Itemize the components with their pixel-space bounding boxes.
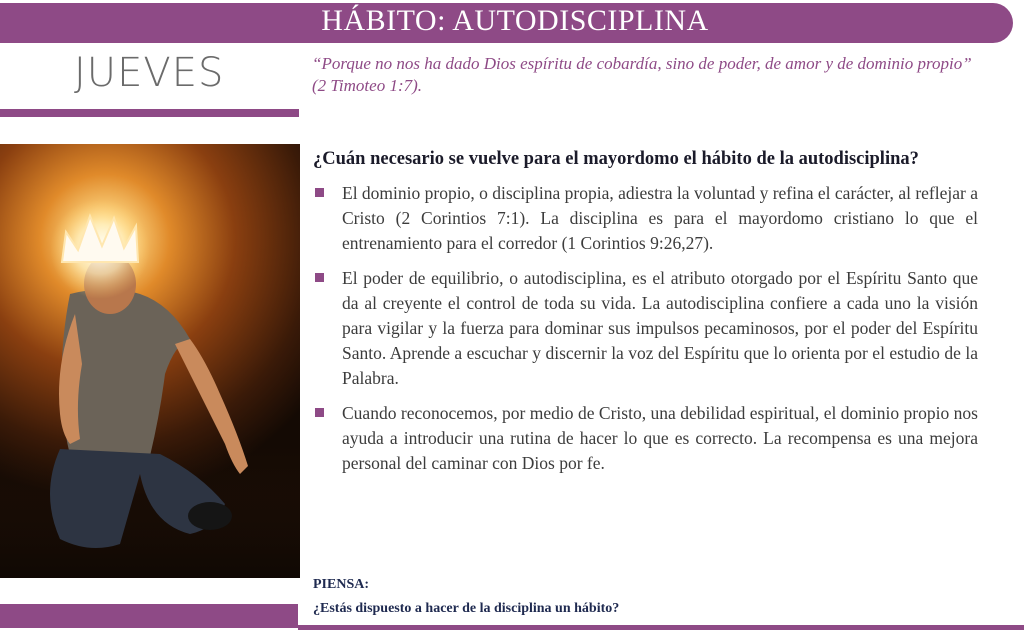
bullet-text: Cuando reconocemos, por medio de Cristo, una debilidad espiritual, el dominio propio nos ayuda a introducir una rutina de hacer lo que es correcto. La recompensa es una mejora personal del caminar con Dios por fe. <box>342 403 978 473</box>
bullet-list <box>313 181 978 486</box>
bottom-accent-line <box>298 625 1024 630</box>
square-bullet-icon <box>315 408 324 417</box>
bullet-text: El dominio propio, o disciplina propia, adiestra la voluntad y refina el carácter, al reflejar a Cristo (2 Corintios 7:1). La disciplina es para el mayordomo cristiano lo que el entrenamiento para el corredor (1 Corintios 9:26,27). <box>342 183 978 253</box>
square-bullet-icon <box>315 188 324 197</box>
day-underline-bar <box>0 109 299 117</box>
piensa-question: ¿Estás dispuesto a hacer de la disciplina un hábito? <box>313 601 620 616</box>
day-label: JUEVES <box>74 50 225 96</box>
square-bullet-icon <box>315 273 324 282</box>
page-title: HÁBITO: AUTODISCIPLINA <box>321 4 709 37</box>
main-question: ¿Cuán necesario se vuelve para el mayordomo el hábito de la autodisciplina? <box>313 149 919 169</box>
piensa-label: PIENSA: <box>313 577 370 592</box>
bullet-item <box>313 401 978 476</box>
bottom-accent-bar <box>0 604 298 628</box>
bullet-text: El poder de equilibrio, o autodisciplina, es el atributo otorgado por el Espíritu Santo que da al creyente el control de toda su vida. La autodisciplina confiere a cada uno la visión para vigilar y la fuerza para dominar sus impulsos pecaminosos, por el poder del Espíritu Santo. Aprende a escuchar y discernir la voz del Espíritu que lo orienta por el estudio de la Palabra. <box>342 268 978 388</box>
kneeling-man-crown-image <box>0 144 300 578</box>
bullet-item <box>313 181 978 256</box>
bullet-item <box>313 266 978 391</box>
bible-quote: “Porque no nos ha dado Dios espíritu de cobardía, sino de poder, de amor y de dominio propio” (2 Timoteo 1:7). <box>312 54 972 95</box>
